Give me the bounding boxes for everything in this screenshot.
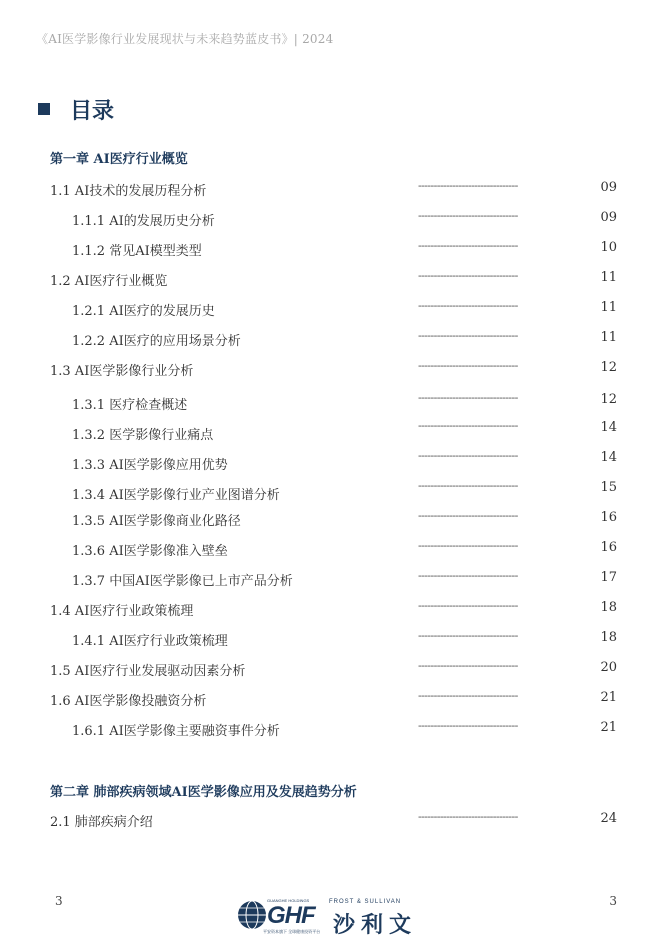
toc-entry-label: 1.2.2 AI医疗的应用场景分析 (72, 334, 241, 349)
toc-leader: -------------------------------- (418, 719, 518, 732)
toc-entry-label: 1.1 AI技术的发展历程分析 (50, 184, 207, 199)
toc-entry[interactable] (0, 540, 665, 560)
toc-leader: -------------------------------- (418, 179, 518, 192)
toc-entry-label: 1.3.5 AI医学影像商业化路径 (72, 514, 241, 529)
toc-page-number: 10 (600, 240, 617, 255)
toc-entry-label: 1.4.1 AI医疗行业政策梳理 (72, 634, 228, 649)
toc-entry-label: 1.3.2 医学影像行业痛点 (72, 428, 214, 443)
toc-entry-label: 1.3.7 中国AI医学影像已上市产品分析 (72, 574, 293, 589)
toc-title: 目录 (70, 97, 115, 124)
footer-page-number-left: 3 (55, 894, 63, 908)
ghf-top-text: GUANGHE HOLDINGS (267, 898, 310, 903)
toc-entry-label: 1.3 AI医学影像行业分析 (50, 364, 194, 379)
toc-page-number: 14 (600, 420, 617, 435)
toc-leader: -------------------------------- (418, 599, 518, 612)
toc-entry[interactable] (0, 360, 665, 380)
toc-entry[interactable] (0, 811, 665, 831)
toc-entry[interactable] (0, 600, 665, 620)
toc-entry-label: 1.1.2 常见AI模型类型 (72, 244, 202, 259)
toc-leader: -------------------------------- (418, 299, 518, 312)
toc-entry[interactable] (0, 419, 665, 443)
footer-page-number-right: 3 (609, 894, 617, 908)
toc-entry-label: 1.3.4 AI医学影像行业产业图谱分析 (72, 488, 280, 503)
toc-page-number: 24 (600, 811, 617, 826)
toc-entry[interactable] (0, 690, 665, 710)
toc-leader: -------------------------------- (418, 359, 518, 372)
frost-sullivan-logo: FROST & SULLIVAN (329, 899, 402, 905)
toc-leader: -------------------------------- (418, 539, 518, 552)
toc-entry-label: 1.3.1 医疗检查概述 (72, 398, 188, 413)
toc-page-number: 09 (600, 180, 617, 195)
toc-entry-label: 1.4 AI医疗行业政策梳理 (50, 604, 194, 619)
toc-entry[interactable] (0, 660, 665, 680)
toc-leader: -------------------------------- (418, 810, 518, 823)
toc-entry[interactable] (0, 330, 665, 350)
toc-entry-label: 1.2.1 AI医疗的发展历史 (72, 304, 215, 319)
ghf-subtitle: 平安资本旗下 全球健康投资平台 (263, 929, 321, 934)
heading-square-icon (38, 103, 50, 115)
toc-entry-label: 1.3.3 AI医学影像应用优势 (72, 458, 228, 473)
toc-leader: -------------------------------- (418, 391, 518, 404)
toc-leader: -------------------------------- (418, 569, 518, 582)
toc-entry-label: 1.5 AI医疗行业发展驱动因素分析 (50, 664, 246, 679)
toc-entry[interactable] (0, 180, 665, 200)
toc-leader: -------------------------------- (418, 239, 518, 252)
toc-entry[interactable] (0, 510, 665, 530)
toc-page-number: 15 (600, 480, 617, 495)
toc-page-number: 11 (600, 330, 617, 345)
toc-page-number: 09 (600, 210, 617, 225)
toc-entry[interactable] (0, 479, 665, 503)
toc-leader: -------------------------------- (418, 659, 518, 672)
chapter-title[interactable]: 第一章 AI医疗行业概览 (50, 152, 188, 167)
toc-entry[interactable] (0, 630, 665, 650)
toc-leader: -------------------------------- (418, 509, 518, 522)
toc-leader: -------------------------------- (418, 449, 518, 462)
document-header: 《AI医学影像行业发展现状与未来趋势蓝皮书》| 2024 (36, 32, 334, 46)
chapter-title[interactable]: 第二章 肺部疾病领域AI医学影像应用及发展趋势分析 (50, 785, 357, 800)
toc-entry-label: 2.1 肺部疾病介绍 (50, 815, 153, 830)
toc-page-number: 20 (600, 660, 617, 675)
toc-leader: -------------------------------- (418, 329, 518, 342)
toc-entry[interactable] (0, 449, 665, 473)
toc-leader: -------------------------------- (418, 269, 518, 282)
toc-entry[interactable] (0, 720, 665, 740)
toc-page-number: 18 (600, 630, 617, 645)
toc-entry[interactable] (0, 270, 665, 290)
toc-entry-label: 1.6 AI医学影像投融资分析 (50, 694, 207, 709)
toc-heading (38, 95, 114, 123)
toc-leader: -------------------------------- (418, 479, 518, 492)
toc-page-number: 16 (600, 540, 617, 555)
toc-page-number: 21 (600, 690, 617, 705)
toc-entry-label: 1.6.1 AI医学影像主要融资事件分析 (72, 724, 280, 739)
toc-page-number: 21 (600, 720, 617, 735)
globe-logo-icon (237, 898, 267, 932)
toc-page-number: 12 (600, 360, 617, 375)
toc-page-number: 16 (600, 510, 617, 525)
toc-leader: -------------------------------- (418, 629, 518, 642)
shaliwen-logo: 沙利文 (333, 913, 418, 938)
toc-entry[interactable] (0, 210, 665, 230)
ghf-logo: GHF (267, 902, 315, 929)
toc-entry[interactable] (0, 300, 665, 320)
toc-entry-label: 1.2 AI医疗行业概览 (50, 274, 168, 289)
toc-entry[interactable] (0, 240, 665, 260)
toc-entry[interactable] (0, 392, 665, 412)
toc-page-number: 12 (600, 392, 617, 407)
toc-leader: -------------------------------- (418, 689, 518, 702)
toc-page-number: 17 (600, 570, 617, 585)
toc-page-number: 14 (600, 450, 617, 465)
toc-page-number: 18 (600, 600, 617, 615)
footer-logos (237, 896, 437, 936)
toc-leader: -------------------------------- (418, 419, 518, 432)
toc-entry[interactable] (0, 570, 665, 590)
toc-leader: -------------------------------- (418, 209, 518, 222)
toc-page-number: 11 (600, 300, 617, 315)
toc-page-number: 11 (600, 270, 617, 285)
toc-entry-label: 1.3.6 AI医学影像准入壁垒 (72, 544, 228, 559)
toc-entry-label: 1.1.1 AI的发展历史分析 (72, 214, 215, 229)
